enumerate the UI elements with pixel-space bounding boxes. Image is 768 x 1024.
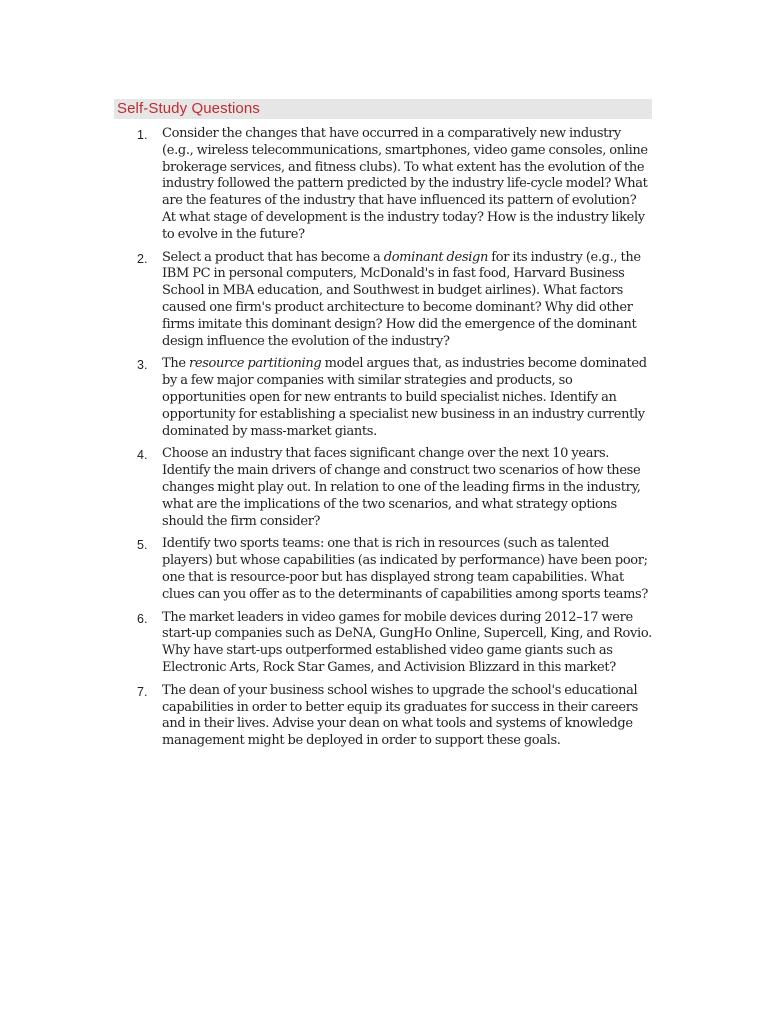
section-title: Self-Study Questions xyxy=(117,100,260,117)
question-text-italic: resource partitioning xyxy=(188,356,322,372)
question-text xyxy=(162,683,652,750)
section-header xyxy=(114,99,652,119)
question-number: 2. xyxy=(137,251,148,266)
question-number: 3. xyxy=(137,358,148,373)
question-text-segment: Identify two sports teams: one that is rich in resources (such as talented players) but whose capabilities (as indicated by performance) have been poor; one that is resource-poor but has displayed strong team capabilities. What clues can you offer as to the determinants of capabilities among sports teams? xyxy=(162,536,649,602)
question-item xyxy=(137,356,652,440)
question-item xyxy=(137,536,652,603)
question-text xyxy=(162,446,652,530)
question-text-segment: Select a product that has become a xyxy=(162,249,384,265)
question-item xyxy=(137,250,652,351)
question-text-segment: The xyxy=(162,356,189,372)
question-text xyxy=(162,126,652,244)
question-text-segment: Consider the changes that have occurred in a comparatively new industry (e.g., wireless telecommunications, smartphones, video game consoles, online brokerage services, and fitness clubs). To what extent has the evolution of the industry followed the pattern predicted by the industry life-cycle model? What are the features of the industry that have influenced its pattern of evolution? At what stage of development is the industry today? How is the industry likely to evolve in the future? xyxy=(162,126,648,242)
question-number: 4. xyxy=(137,448,148,463)
question-text xyxy=(162,250,652,351)
question-text xyxy=(162,356,652,440)
question-text-italic: dominant design xyxy=(383,249,488,265)
question-text-segment: model argues that, as industries become dominated by a few major companies with similar strategies and products, so opportunities open for new entrants to build specialist niches. Identify an opportunity for establishing a specialist new business in an industry currently dominated by mass-market giants. xyxy=(162,356,647,439)
question-item xyxy=(137,610,652,677)
question-text xyxy=(162,536,652,603)
question-item xyxy=(137,446,652,530)
question-text xyxy=(162,610,652,677)
questions-list xyxy=(137,126,652,756)
question-number: 6. xyxy=(137,611,148,626)
question-text-segment: The market leaders in video games for mobile devices during 2012–17 were start-up companies such as DeNA, GungHo Online, Supercell, King, and Rovio. Why have start-ups outperformed established video game giants such as Electronic Arts, Rock Star Games, and Activision Blizzard in this market? xyxy=(162,609,652,675)
question-text-segment: Choose an industry that faces significant change over the next 10 years. Identify the main drivers of change and construct two scenarios of how these changes might play out. In relation to one of the leading firms in the industry, what are the implications of the two scenarios, and what strategy options should the firm consider? xyxy=(162,446,641,529)
question-number: 5. xyxy=(137,538,148,553)
question-text-segment: The dean of your business school wishes to upgrade the school's educational capabilities in order to better equip its graduates for success in their careers and in their lives. Advise your dean on what tools and systems of knowledge management might be deployed in order to support these goals. xyxy=(162,682,638,749)
question-item xyxy=(137,126,652,244)
question-item xyxy=(137,683,652,750)
question-text-segment: for its industry (e.g., the IBM PC in personal computers, McDonald's in fast food, Harvard Business School in MBA education, and Southwest in budget airlines). What factors caused one firm's product architecture to become dominant? Why did other firms imitate this dominant design? How did the emergence of the dominant design influence the evolution of the industry? xyxy=(162,249,641,349)
question-number: 7. xyxy=(137,684,148,699)
question-number: 1. xyxy=(137,128,148,142)
